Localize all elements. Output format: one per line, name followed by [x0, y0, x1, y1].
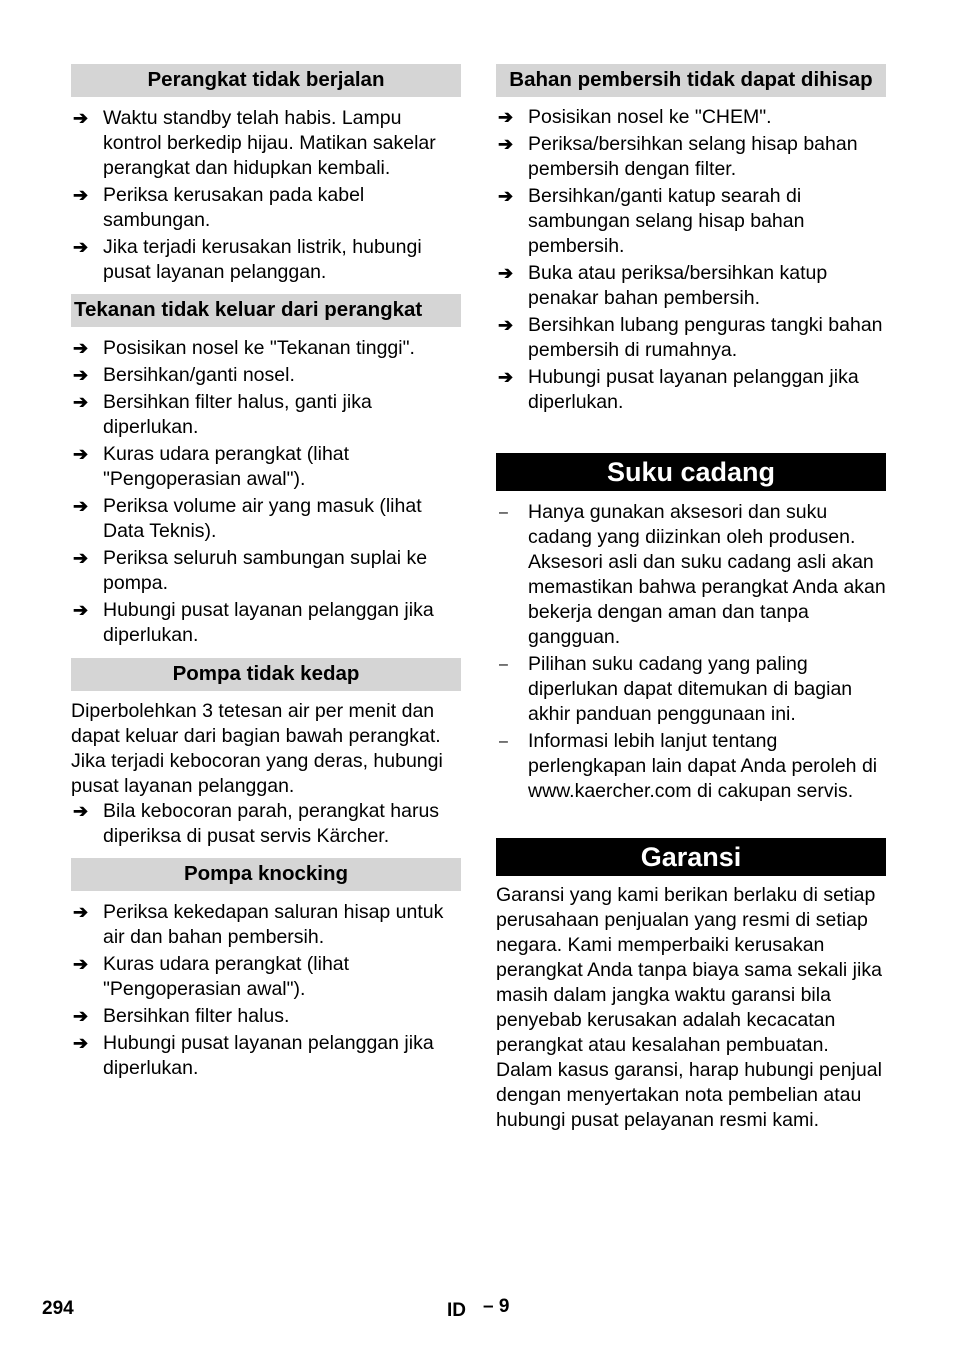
list-item: ➔ Periksa kekedapan saluran hisap untuk air dan bahan pembersih.: [73, 901, 444, 948]
dash-icon: –: [499, 504, 508, 521]
list-item: – Informasi lebih lanjut tentang perlengkapan lain dapat Anda peroleh di www.kaercher.com di cakupan servis.: [499, 730, 878, 802]
arrow-icon: ➔: [498, 263, 514, 283]
list-item: ➔ Posisikan nosel ke "CHEM".: [498, 106, 772, 128]
arrow-icon: ➔: [73, 902, 89, 922]
section-garansi: [496, 838, 886, 1133]
section-bahan-pembersih: [496, 64, 886, 417]
list-item: ➔ Periksa volume air yang masuk (lihat Data Teknis).: [73, 495, 422, 542]
list-item: ➔ Posisikan nosel ke "Tekanan tinggi".: [73, 337, 415, 359]
arrow-icon: ➔: [73, 108, 89, 128]
arrow-icon: ➔: [73, 444, 89, 464]
section-title: Garansi: [496, 838, 886, 876]
arrow-icon: ➔: [73, 600, 89, 620]
section-heading: Perangkat tidak berjalan: [71, 64, 461, 97]
dash-icon: –: [499, 656, 508, 673]
list-item: – Pilihan suku cadang yang paling diperlukan dapat ditemukan di bagian akhir panduan penggunaan ini.: [499, 653, 853, 725]
arrow-icon: ➔: [73, 237, 89, 257]
list-item: ➔ Bila kebocoran parah, perangkat harus diperiksa di pusat servis Kärcher.: [73, 800, 440, 847]
arrow-icon: ➔: [73, 496, 89, 516]
section-tekanan-tidak-keluar: [71, 294, 461, 650]
list-item: ➔ Buka atau periksa/bersihkan katup penakar bahan pembersih.: [498, 262, 828, 309]
list-item: ➔ Periksa seluruh sambungan suplai ke pompa.: [73, 547, 428, 594]
list-item: ➔ Kuras udara perangkat (lihat "Pengoperasian awal").: [73, 443, 350, 490]
list-item: ➔ Hubungi pusat layanan pelanggan jika diperlukan.: [73, 1032, 434, 1079]
arrow-icon: ➔: [73, 954, 89, 974]
item-list: [71, 900, 461, 1081]
list-item: ➔ Bersihkan/ganti nosel.: [73, 364, 295, 386]
arrow-icon: ➔: [498, 107, 514, 127]
arrow-icon: ➔: [498, 186, 514, 206]
arrow-icon: ➔: [73, 338, 89, 358]
section-title: Suku cadang: [496, 453, 886, 491]
arrow-icon: ➔: [73, 365, 89, 385]
section-paragraph: Garansi yang kami berikan berlaku di setiap perusahaan penjualan yang resmi di setiap negara. Kami memperbaiki kerusakan perangkat Anda tanpa biaya sama sekali jika masih dalam jangka waktu garansi bila penyebab kerusakan adalah kecacatan perangkat atau kesalahan pembuatan. Dalam kasus garansi, harap hubungi penjual dengan menyertakan nota pembelian atau hubungi pusat pelayanan resmi kami.: [496, 884, 882, 1131]
section-perangkat-tidak-berjalan: [71, 64, 461, 287]
arrow-icon: ➔: [73, 801, 89, 821]
item-list: [496, 105, 886, 415]
item-list: [71, 336, 461, 648]
list-item: ➔ Bersihkan filter halus, ganti jika diperlukan.: [73, 391, 372, 438]
arrow-icon: ➔: [73, 1006, 89, 1026]
section-pompa-tidak-kedap: [71, 658, 461, 851]
section-heading: Tekanan tidak keluar dari perangkat: [71, 294, 461, 327]
list-item: ➔ Jika terjadi kerusakan listrik, hubungi pusat layanan pelanggan.: [73, 236, 422, 283]
list-item: ➔ Hubungi pusat layanan pelanggan jika diperlukan.: [498, 366, 859, 413]
section-pompa-knocking: [71, 858, 461, 1083]
list-item: – Hanya gunakan aksesori dan suku cadang yang diizinkan oleh produsen. Aksesori asli dan suku cadang asli akan memastikan bahwa perangkat Anda akan bekerja dengan aman dan tanpa gangguan.: [499, 501, 886, 648]
list-item: ➔ Hubungi pusat layanan pelanggan jika diperlukan.: [73, 599, 434, 646]
list-item: ➔ Periksa/bersihkan selang hisap bahan pembersih dengan filter.: [498, 133, 858, 180]
section-heading: Pompa knocking: [71, 858, 461, 891]
arrow-icon: ➔: [498, 367, 514, 387]
item-list: [71, 106, 461, 285]
arrow-icon: ➔: [73, 1033, 89, 1053]
dash-icon: –: [499, 733, 508, 750]
page-number: 294: [42, 1298, 74, 1319]
item-list: [71, 799, 461, 849]
section-page-number: – 9: [483, 1296, 510, 1317]
list-item: ➔ Kuras udara perangkat (lihat "Pengoperasian awal").: [73, 953, 350, 1000]
arrow-icon: ➔: [73, 185, 89, 205]
language-code: ID: [447, 1300, 466, 1321]
list-item: ➔ Periksa kerusakan pada kabel sambungan.: [73, 184, 365, 231]
arrow-icon: ➔: [73, 548, 89, 568]
arrow-icon: ➔: [498, 315, 514, 335]
arrow-icon: ➔: [73, 392, 89, 412]
section-suku-cadang: [496, 453, 886, 806]
section-heading: Bahan pembersih tidak dapat dihisap: [496, 64, 886, 97]
section-heading: Pompa tidak kedap: [71, 658, 461, 691]
item-list: [496, 500, 886, 804]
arrow-icon: ➔: [498, 134, 514, 154]
section-paragraph: Diperbolehkan 3 tetesan air per menit dan dapat keluar dari bagian bawah perangkat. Jika terjadi kebocoran yang deras, hubungi pusat layanan pelanggan.: [71, 700, 443, 797]
list-item: ➔ Waktu standby telah habis. Lampu kontrol berkedip hijau. Matikan sakelar perangkat dan hidupkan kembali.: [73, 107, 436, 179]
list-item: ➔ Bersihkan lubang penguras tangki bahan pembersih di rumahnya.: [498, 314, 883, 361]
list-item: ➔ Bersihkan filter halus.: [73, 1005, 290, 1027]
list-item: ➔ Bersihkan/ganti katup searah di sambungan selang hisap bahan pembersih.: [498, 185, 805, 257]
